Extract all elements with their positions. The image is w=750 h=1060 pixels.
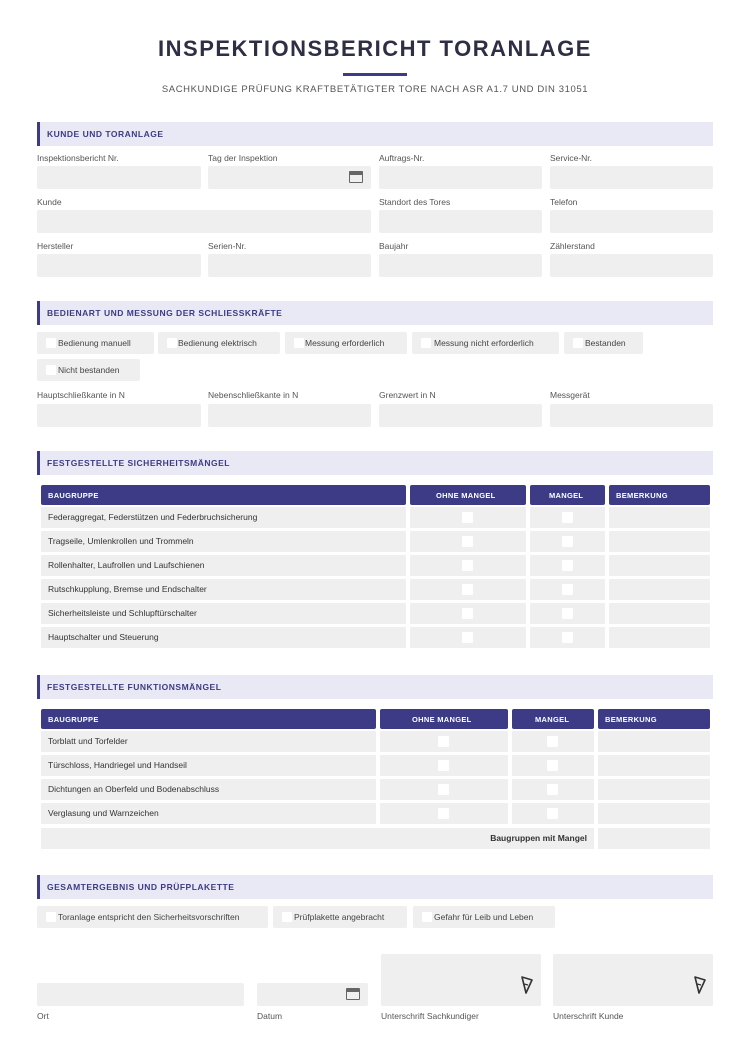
label-standort: Standort des Tores [379,197,451,207]
label-grenzwert: Grenzwert in N [379,390,436,400]
checkbox[interactable] [562,512,573,523]
row-label: Hauptschalter und Steuerung [48,632,159,642]
section-header-sicherheitsmaengel [37,451,713,475]
checkbox[interactable] [462,512,473,523]
option-label: Messung nicht erforderlich [434,338,534,348]
header-label: MANGEL [549,491,584,500]
label-datum: Datum [257,1011,283,1021]
page-subtitle: SACHKUNDIGE PRÜFUNG KRAFTBETÄTIGTER TORE NACH ASR A1.7 UND DIN 31051 [161,84,589,95]
option-gefahr[interactable] [413,906,555,928]
checkbox[interactable] [462,608,473,619]
option-messung-nicht-erforderlich[interactable] [412,332,559,354]
calendar-icon[interactable] [349,171,363,183]
label-serien: Serien-Nr. [208,241,247,251]
label-kunde: Kunde [37,197,62,207]
checkbox[interactable] [294,338,304,348]
label-zaehler: Zählerstand [550,241,595,251]
checkbox[interactable] [462,584,473,595]
serien-field[interactable] [208,254,371,277]
option-bedienung-manuell[interactable] [37,332,154,354]
column-header-mangel [512,709,594,729]
cell-mangel [530,531,605,552]
cell-bemerkung[interactable] [609,555,710,576]
cell-mangel [512,755,594,776]
section-title: FESTGESTELLTE FUNKTIONSMÄNGEL [47,682,222,692]
cell-ohne-mangel [410,555,526,576]
checkbox[interactable] [421,338,431,348]
cell-mangel [530,603,605,624]
option-label: Messung erforderlich [305,338,385,348]
option-label: Bestanden [585,338,626,348]
label-hauptschliesskante: Hauptschließkante in N [37,390,125,400]
cell-bemerkung[interactable] [609,627,710,648]
option-bedienung-elektrisch[interactable] [158,332,280,354]
table-row [41,755,376,776]
table-row [41,579,406,600]
row-label: Verglasung und Warnzeichen [48,808,159,818]
section-header-bedienart [37,301,713,325]
calendar-icon[interactable] [346,988,360,1000]
cell-bemerkung[interactable] [609,579,710,600]
row-label: Rutschkupplung, Bremse und Endschalter [48,584,207,594]
column-header-mangel [530,485,605,505]
cell-bemerkung[interactable] [609,603,710,624]
cell-bemerkung[interactable] [598,755,710,776]
nebenschliesskante-field[interactable] [208,404,371,427]
section-title: BEDIENART UND MESSUNG DER SCHLIESSKRÄFTE [47,308,283,318]
checkbox[interactable] [438,784,449,795]
table-row [41,627,406,648]
checkbox[interactable] [46,365,56,375]
header-label: BAUGRUPPE [48,491,99,500]
section-title: KUNDE UND TORANLAGE [47,129,164,139]
option-label: Toranlage entspricht den Sicherheitsvorschriften [58,912,240,922]
summary-label: Baugruppen mit Mangel [490,833,587,843]
label-hersteller: Hersteller [37,241,74,251]
cell-mangel [530,555,605,576]
cell-ohne-mangel [410,507,526,528]
option-messung-erforderlich[interactable] [285,332,407,354]
datum-field[interactable] [257,983,368,1006]
table-row [41,731,376,752]
checkbox[interactable] [562,560,573,571]
label-telefon: Telefon [550,197,578,207]
header-label: BEMERKUNG [605,715,657,724]
title-divider [343,73,407,76]
header-label: OHNE MANGEL [436,491,496,500]
zaehler-field[interactable] [550,254,713,277]
tag-field[interactable] [208,166,371,189]
summary-row [41,828,594,849]
cell-mangel [530,627,605,648]
checkbox[interactable] [422,912,432,922]
telefon-field[interactable] [550,210,713,233]
page-title: INSPEKTIONSBERICHT TORANLAGE [158,36,592,61]
table-row [41,603,406,624]
bericht-nr-field[interactable] [37,166,201,189]
grenzwert-field[interactable] [379,404,542,427]
signature-sachkundiger-field[interactable] [381,954,541,1006]
summary-value-field[interactable] [598,828,710,849]
section-header-funktionsmaengel [37,675,713,699]
ort-field[interactable] [37,983,244,1006]
row-label: Türschloss, Handriegel und Handseil [48,760,187,770]
option-label: Nicht bestanden [58,365,120,375]
checkbox[interactable] [438,808,449,819]
checkbox[interactable] [547,784,558,795]
option-pruefplakette[interactable] [273,906,407,928]
label-tag: Tag der Inspektion [208,153,278,163]
cell-ohne-mangel [410,603,526,624]
row-label: Dichtungen an Oberfeld und Bodenabschluss [48,784,220,794]
checkbox[interactable] [438,760,449,771]
cell-bemerkung[interactable] [609,507,710,528]
label-service: Service-Nr. [550,153,593,163]
header-label: OHNE MANGEL [412,715,472,724]
cell-mangel [512,779,594,800]
column-header-bemerkung [609,485,710,505]
cell-ohne-mangel [380,779,508,800]
table-row [41,507,406,528]
cell-mangel [530,579,605,600]
option-label: Prüfplakette angebracht [294,912,385,922]
row-label: Tragseile, Umlenkrollen und Trommeln [48,536,194,546]
column-header-ohne-mangel [410,485,526,505]
checkbox[interactable] [562,536,573,547]
checkbox[interactable] [562,584,573,595]
checkbox[interactable] [46,912,56,922]
option-label: Bedienung elektrisch [178,338,257,348]
checkbox[interactable] [573,338,583,348]
label-baujahr: Baujahr [379,241,409,251]
section-header-kunde [37,122,713,146]
kunde-field[interactable] [37,210,371,233]
checkbox[interactable] [547,808,558,819]
checkbox[interactable] [438,736,449,747]
signature-pen-icon [692,975,708,995]
checkbox[interactable] [46,338,56,348]
checkbox[interactable] [462,632,473,643]
label-auftrag: Auftrags-Nr. [379,153,425,163]
label-nebenschliesskante: Nebenschließkante in N [208,390,299,400]
checkbox[interactable] [462,560,473,571]
messgeraet-field[interactable] [550,404,713,427]
baujahr-field[interactable] [379,254,542,277]
header-label: BAUGRUPPE [48,715,99,724]
section-title: GESAMTERGEBNIS UND PRÜFPLAKETTE [47,882,235,892]
cell-bemerkung[interactable] [609,531,710,552]
column-header-baugruppe [41,709,376,729]
section-title: FESTGESTELLTE SICHERHEITSMÄNGEL [47,458,230,468]
column-header-bemerkung [598,709,710,729]
option-label: Gefahr für Leib und Leben [434,912,534,922]
option-label: Bedienung manuell [58,338,131,348]
service-field[interactable] [550,166,713,189]
option-nicht-bestanden[interactable] [37,359,140,381]
checkbox[interactable] [462,536,473,547]
table-row [41,779,376,800]
cell-mangel [512,803,594,824]
checkbox[interactable] [547,760,558,771]
label-unterschrift-kunde: Unterschrift Kunde [553,1011,624,1021]
cell-ohne-mangel [410,579,526,600]
table-row [41,555,406,576]
column-header-baugruppe [41,485,406,505]
signature-pen-icon [519,975,535,995]
checkbox[interactable] [562,608,573,619]
cell-mangel [530,507,605,528]
header-label: BEMERKUNG [616,491,668,500]
row-label: Sicherheitsleiste und Schlupftürschalter [48,608,197,618]
checkbox[interactable] [167,338,177,348]
cell-ohne-mangel [410,627,526,648]
option-sicherheitsvorschriften[interactable] [37,906,268,928]
hauptschliesskante-field[interactable] [37,404,201,427]
row-label: Federaggregat, Federstützen und Federbruchsicherung [48,512,258,522]
signature-kunde-field[interactable] [553,954,713,1006]
column-header-ohne-mangel [380,709,508,729]
checkbox[interactable] [282,912,292,922]
option-bestanden[interactable] [564,332,643,354]
header-label: MANGEL [535,715,570,724]
cell-bemerkung[interactable] [598,779,710,800]
cell-ohne-mangel [380,731,508,752]
hersteller-field[interactable] [37,254,201,277]
section-header-gesamtergebnis [37,875,713,899]
label-ort: Ort [37,1011,49,1021]
cell-mangel [512,731,594,752]
table-row [41,531,406,552]
cell-bemerkung[interactable] [598,731,710,752]
checkbox[interactable] [547,736,558,747]
label-messgeraet: Messgerät [550,390,590,400]
row-label: Torblatt und Torfelder [48,736,128,746]
cell-bemerkung[interactable] [598,803,710,824]
row-label: Rollenhalter, Laufrollen und Laufschienen [48,560,205,570]
cell-ohne-mangel [410,531,526,552]
cell-ohne-mangel [380,803,508,824]
cell-ohne-mangel [380,755,508,776]
standort-field[interactable] [379,210,542,233]
label-unterschrift-sachkundiger: Unterschrift Sachkundiger [381,1011,479,1021]
checkbox[interactable] [562,632,573,643]
auftrag-field[interactable] [379,166,542,189]
label-bericht-nr: Inspektionsbericht Nr. [37,153,119,163]
table-row [41,803,376,824]
